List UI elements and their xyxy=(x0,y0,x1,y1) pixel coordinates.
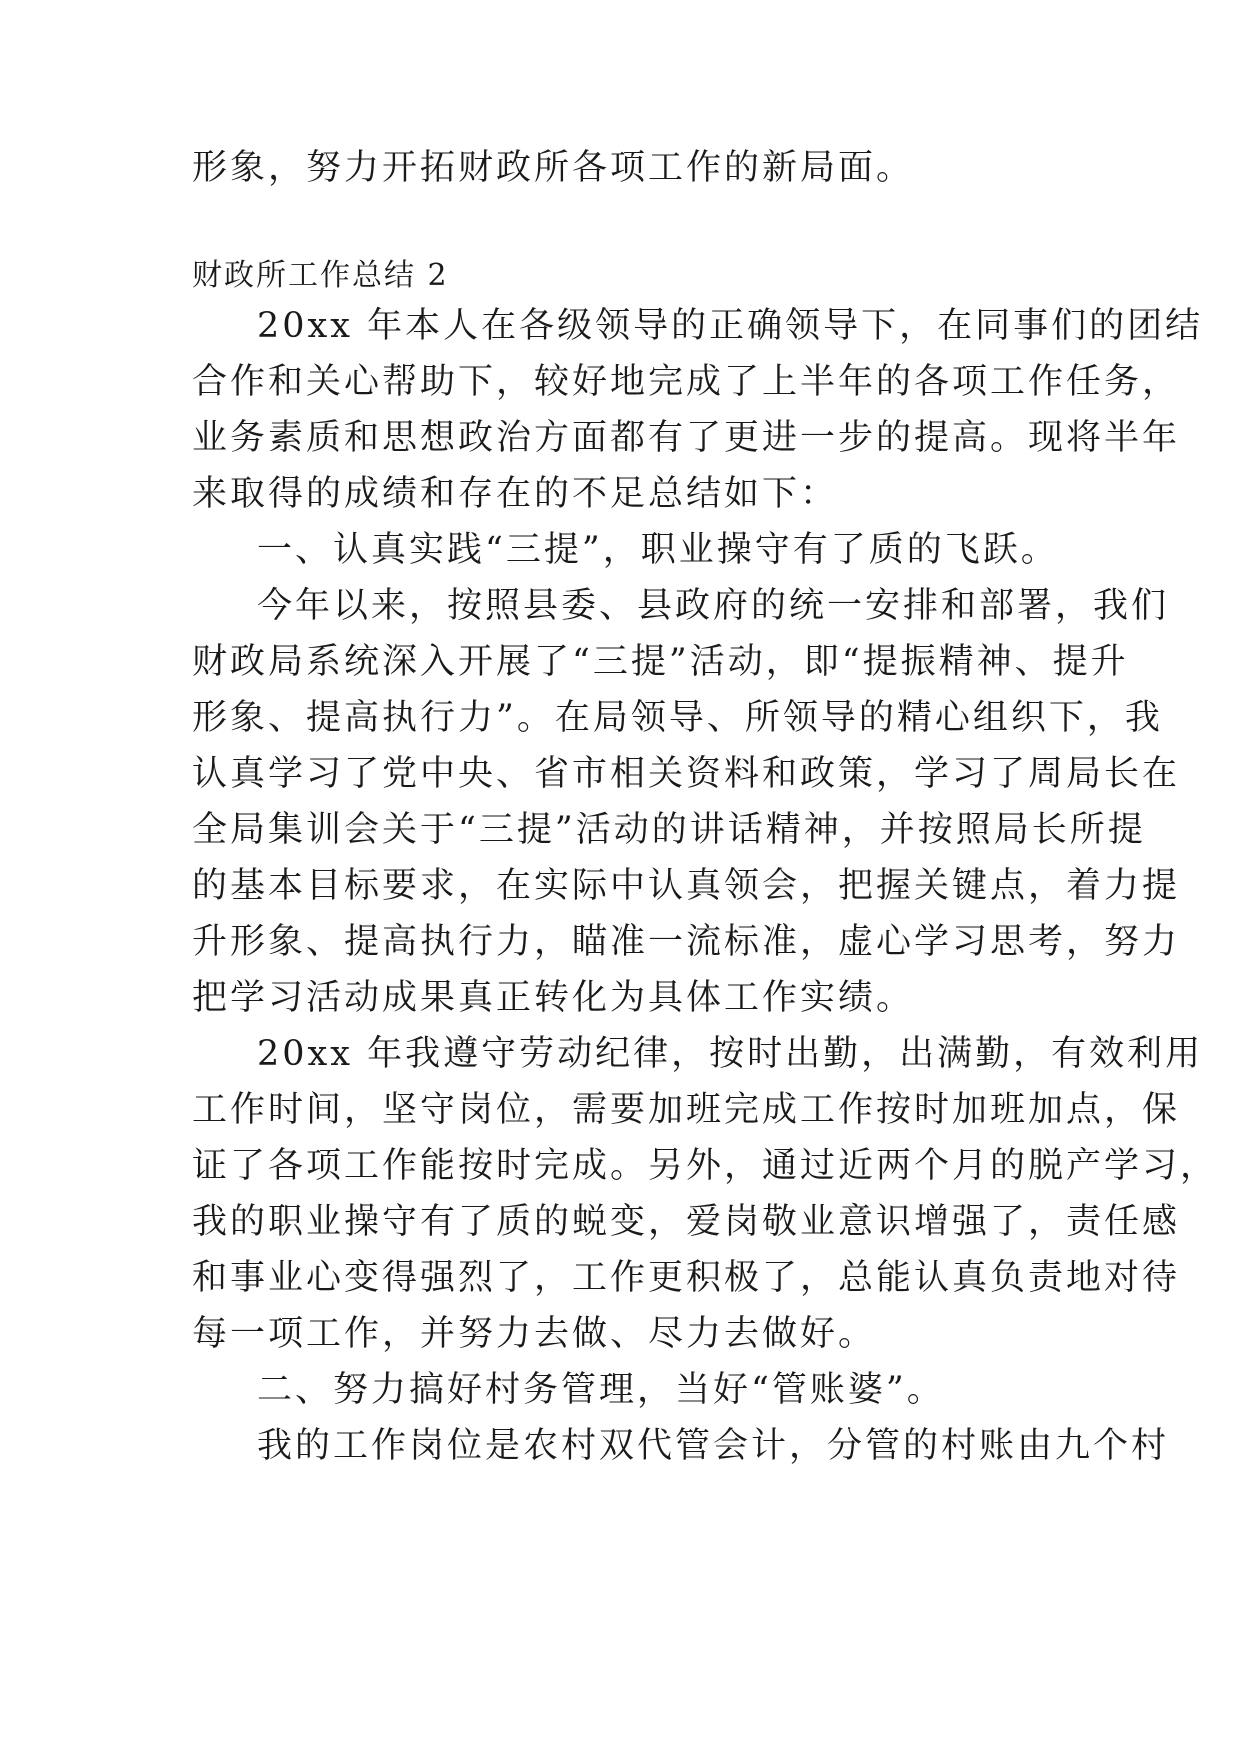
paragraph-line: 把学习活动成果真正转化为具体工作实绩。 xyxy=(192,978,915,1018)
paragraph-line: 业务素质和思想政治方面都有了更进一步的提高。现将半年 xyxy=(192,418,1181,458)
paragraph-line: 升形象、提高执行力，瞄准一流标准，虚心学习思考，努力 xyxy=(192,922,1181,962)
paragraph-line: 每一项工作，并努力去做、尽力去做好。 xyxy=(192,1314,877,1354)
paragraph-line: 我的职业操守有了质的蜕变，爱岗敬业意识增强了，责任感 xyxy=(192,1202,1181,1242)
paragraph-line: 证了各项工作能按时完成。另外，通过近两个月的脱产学习， xyxy=(192,1146,1219,1186)
section-heading: 二、努力搞好村务管理，当好“管账婆”。 xyxy=(257,1370,945,1410)
section-title: 财政所工作总结 2 xyxy=(192,258,449,293)
paragraph-line: 来取得的成绩和存在的不足总结如下： xyxy=(192,474,839,514)
paragraph-line: 和事业心变得强烈了，工作更积极了，总能认真负责地对待 xyxy=(192,1258,1181,1298)
paragraph-line: 今年以来，按照县委、县政府的统一安排和部署，我们 xyxy=(257,586,1170,626)
paragraph-line: 合作和关心帮助下，较好地完成了上半年的各项工作任务， xyxy=(192,362,1181,402)
paragraph-line: 的基本目标要求，在实际中认真领会，把握关键点，着力提 xyxy=(192,866,1181,906)
paragraph-line: 20xx 年我遵守劳动纪律，按时出勤，出满勤，有效利用 xyxy=(257,1034,1204,1074)
paragraph-line: 全局集训会关于“三提”活动的讲话精神，并按照局长所提 xyxy=(192,810,1146,850)
intro-line: 形象，努力开拓财政所各项工作的新局面。 xyxy=(192,148,915,188)
paragraph-line: 形象、提高执行力”。在局领导、所领导的精心组织下，我 xyxy=(192,698,1163,738)
section-heading: 一、认真实践“三提”，职业操守有了质的飞跃。 xyxy=(257,530,1059,570)
paragraph-line: 20xx 年本人在各级领导的正确领导下，在同事们的团结 xyxy=(257,306,1204,346)
paragraph-line: 我的工作岗位是农村双代管会计，分管的村账由九个村 xyxy=(257,1426,1170,1466)
paragraph-line: 工作时间，坚守岗位，需要加班完成工作按时加班加点，保 xyxy=(192,1090,1181,1130)
paragraph-line: 财政局系统深入开展了“三提”活动，即“提振精神、提升 xyxy=(192,642,1129,682)
paragraph-line: 认真学习了党中央、省市相关资料和政策，学习了周局长在 xyxy=(192,754,1181,794)
